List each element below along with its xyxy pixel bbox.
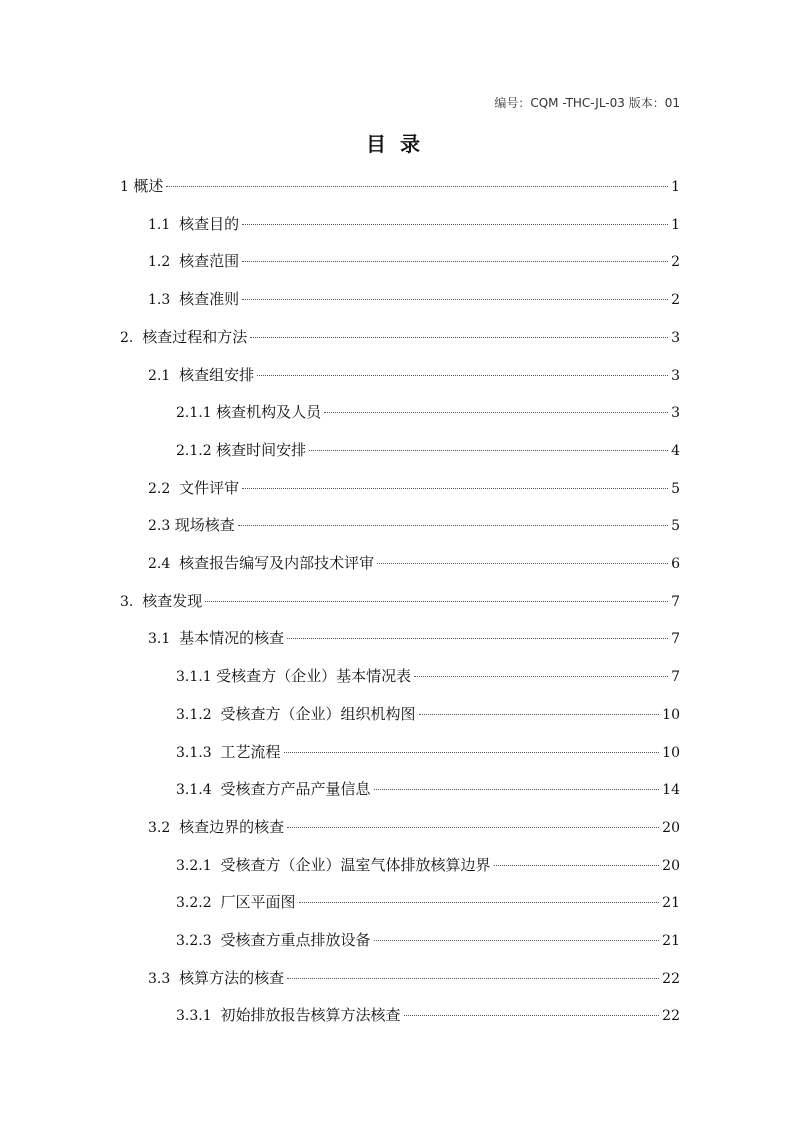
- toc-entry-number: 3.1.2: [176, 706, 221, 723]
- toc-entry-number: 3.3: [148, 970, 180, 987]
- toc-entry-number: 1.3: [148, 292, 180, 309]
- toc-entry-number: 3.1.3: [176, 744, 221, 761]
- toc-dot-leader: [324, 412, 668, 413]
- toc-entry[interactable]: [176, 928, 680, 952]
- toc-entry[interactable]: [148, 249, 680, 273]
- toc-entry-page: 22: [662, 1008, 680, 1025]
- toc-entry-number: 1: [120, 179, 134, 195]
- toc-entry-number: 3.3.1: [176, 1008, 221, 1025]
- toc-entry-number: 2.4: [148, 556, 180, 572]
- toc-entry[interactable]: [176, 1003, 680, 1027]
- toc-entry-page: 14: [662, 782, 680, 799]
- toc-entry-number: 3.2.2: [176, 895, 221, 912]
- toc-dot-leader: [238, 525, 668, 526]
- toc-entry-number: 3.1: [148, 631, 180, 648]
- toc-entry[interactable]: [176, 400, 680, 424]
- toc-dot-leader: [284, 752, 660, 753]
- toc-entry-label: 核查时间安排: [216, 440, 307, 459]
- toc-entry-label: 核查准则: [179, 290, 240, 309]
- toc-entry-number: 1.1: [148, 216, 180, 233]
- toc-dot-leader: [242, 224, 668, 225]
- toc-dot-leader: [494, 865, 660, 866]
- toc-entry-label: 核查报告编写及内部技术评审: [179, 554, 375, 572]
- toc-entry-page: 7: [671, 593, 680, 610]
- toc-entry-number: 3.1.4: [176, 782, 221, 799]
- toc-entry-page: 2: [671, 254, 680, 271]
- toc-entry-label: 现场核查: [174, 516, 235, 535]
- toc-entry-page: 10: [662, 706, 680, 723]
- toc-entry-page: 2: [671, 292, 680, 309]
- toc-entry-number: 3.2.3: [176, 933, 221, 949]
- toc-dot-leader: [287, 827, 659, 828]
- toc-dot-leader: [257, 375, 668, 376]
- toc-entry-label: 核算方法的核查: [179, 968, 285, 987]
- toc-entry-page: 21: [662, 933, 680, 949]
- toc-entry-number: 1.2: [148, 254, 180, 271]
- toc-entry-label: 核查目的: [179, 214, 240, 233]
- toc-entry[interactable]: [176, 853, 680, 877]
- toc-dot-leader: [377, 563, 668, 564]
- toc-entry-page: 1: [671, 179, 680, 195]
- toc-entry-page: 20: [662, 857, 680, 874]
- page-title: 目录: [366, 132, 434, 156]
- toc-entry[interactable]: [176, 740, 680, 764]
- toc-dot-leader: [250, 337, 668, 338]
- toc-entry[interactable]: [120, 325, 680, 349]
- toc-dot-leader: [205, 601, 668, 602]
- toc-entry-page: 7: [671, 669, 680, 686]
- toc-entry-label: 核查发现: [142, 591, 203, 610]
- toc-dot-leader: [242, 261, 668, 262]
- toc-entry[interactable]: [176, 438, 680, 462]
- toc-entry-label: 核查范围: [179, 252, 240, 271]
- toc-entry-page: 1: [671, 216, 680, 233]
- toc-entry-label: 受核查方（企业）组织机构图: [220, 704, 416, 723]
- toc-entry[interactable]: [120, 589, 680, 613]
- toc-entry-label: 核查边界的核查: [179, 817, 285, 836]
- toc-entry-page: 10: [662, 744, 680, 761]
- toc-entry-label: 概述: [133, 177, 164, 195]
- toc-entry-page: 5: [671, 518, 680, 535]
- toc-entry[interactable]: [148, 287, 680, 311]
- toc-entry-label: 工艺流程: [220, 742, 281, 761]
- toc-entry[interactable]: [176, 702, 680, 726]
- toc-dot-leader: [419, 714, 660, 715]
- toc-entry[interactable]: [120, 174, 680, 198]
- toc-dot-leader: [374, 940, 660, 941]
- toc-entry-page: 3: [671, 329, 680, 346]
- toc-entry-label: 受核查方（企业）基本情况表: [216, 667, 412, 686]
- toc-entry-label: 基本情况的核查: [179, 629, 285, 648]
- toc-entry-label: 厂区平面图: [220, 893, 296, 912]
- toc-entry[interactable]: [148, 626, 680, 650]
- toc-entry-page: 21: [662, 895, 680, 912]
- toc-entry[interactable]: [176, 664, 680, 688]
- toc-entry-label: 核查过程和方法: [142, 327, 248, 346]
- toc-entry-label: 受核查方重点排放设备: [220, 931, 371, 949]
- toc-entry[interactable]: [176, 890, 680, 914]
- toc-entry-page: 3: [671, 405, 680, 422]
- toc-entry-page: 20: [662, 819, 680, 836]
- toc-entry-number: 2.2: [148, 480, 180, 497]
- toc-entry-number: 2.3: [148, 518, 175, 535]
- toc-entry-label: 核查机构及人员: [216, 403, 322, 422]
- toc-entry-page: 5: [671, 480, 680, 497]
- toc-entry-label: 受核查方产品产量信息: [220, 780, 371, 799]
- toc-entry-page: 4: [671, 442, 680, 459]
- toc-entry-number: 3.1.1: [176, 669, 217, 686]
- toc-entry-page: 22: [662, 970, 680, 987]
- toc-entry-number: 2.1.1: [176, 405, 217, 422]
- toc-entry-number: 2.1.2: [176, 442, 217, 459]
- toc-entry-page: 6: [671, 556, 680, 572]
- toc-entry[interactable]: [148, 476, 680, 500]
- toc-entry-label: 受核查方（企业）温室气体排放核算边界: [220, 855, 491, 874]
- toc-dot-leader: [242, 299, 668, 300]
- toc-dot-leader: [287, 638, 668, 639]
- toc-dot-leader: [299, 902, 660, 903]
- toc-entry[interactable]: [176, 777, 680, 801]
- toc-entry[interactable]: [148, 815, 680, 839]
- toc-entry-number: 3.: [120, 593, 143, 610]
- toc-dot-leader: [309, 450, 668, 451]
- toc-entry-number: 2.1: [148, 367, 180, 384]
- toc-dot-leader: [404, 1015, 660, 1016]
- toc-entry[interactable]: [148, 212, 680, 236]
- toc-entry-number: 3.2: [148, 819, 180, 836]
- toc-dot-leader: [374, 789, 660, 790]
- toc-entry-label: 初始排放报告核算方法核查: [220, 1006, 401, 1025]
- toc-entry-number: 3.2.1: [176, 857, 221, 874]
- toc-dot-leader: [242, 488, 668, 489]
- toc-entry-page: 3: [671, 367, 680, 384]
- toc-entry[interactable]: [148, 513, 680, 537]
- toc-entry-label: 核查组安排: [179, 365, 255, 384]
- toc-dot-leader: [287, 978, 659, 979]
- toc-entry[interactable]: [148, 551, 680, 575]
- toc-entry[interactable]: [148, 966, 680, 990]
- toc-entry-page: 7: [671, 631, 680, 648]
- toc-dot-leader: [414, 676, 668, 677]
- document-code: 编号：CQM -THC-JL-03 版本：01: [494, 96, 680, 110]
- toc-entry[interactable]: [148, 363, 680, 387]
- toc-entry-label: 文件评审: [179, 478, 240, 497]
- toc-dot-leader: [166, 186, 668, 187]
- toc-entry-number: 2.: [120, 329, 143, 346]
